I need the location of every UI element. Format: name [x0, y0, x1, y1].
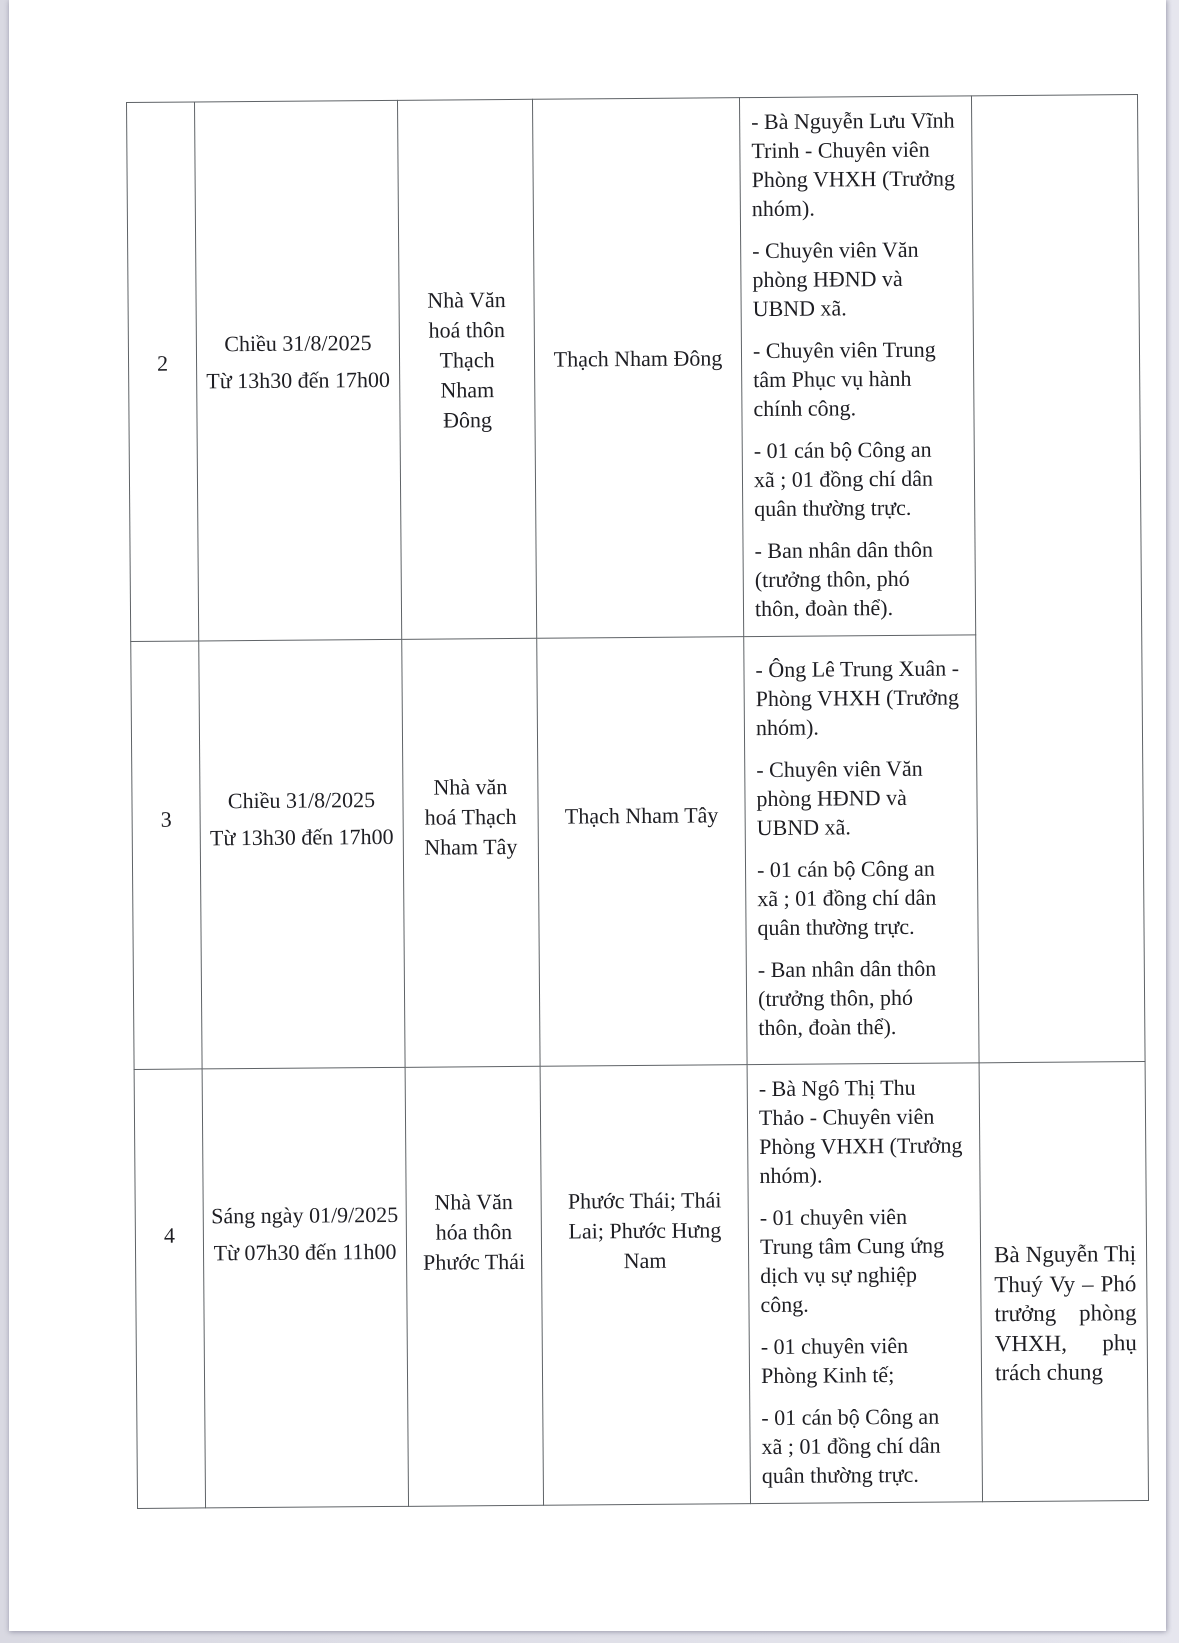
stt-value: 3	[160, 806, 172, 832]
personnel-item: - Bà Nguyễn Lưu Vĩnh Trinh - Chuyên viên Phòng VHXH (Trưởng nhóm).	[751, 107, 955, 222]
schedule-table-wrapper	[126, 94, 1149, 1509]
time-cell	[202, 1067, 408, 1508]
personnel-item: - 01 cán bộ Công an xã ; 01 đồng chí dân quân thường trực.	[753, 436, 934, 522]
personnel-item: - 01 cán bộ Công an xã ; 01 đồng chí dân quân thường trực.	[756, 855, 937, 941]
personnel-item: - Ban nhân dân thôn (trưởng thôn, phó thôn, đoàn thể).	[757, 955, 937, 1041]
personnel-item: - Ban nhân dân thôn (trưởng thôn, phó thôn, đoàn thể).	[754, 536, 934, 622]
stt-value: 2	[156, 350, 169, 376]
personnel-cell	[747, 1063, 982, 1504]
location-cell: Nhà Văn hoá thôn Thạch Nham Đông	[397, 99, 536, 639]
table-row	[127, 95, 1142, 642]
supervisor-cell: Bà Nguyễn Thị Thuý Vy – Phó trưởng phòng VHXH, phụ trách chung	[979, 1062, 1148, 1502]
stt-cell	[131, 641, 202, 1070]
stt-cell	[127, 102, 199, 642]
stt-cell	[134, 1069, 205, 1509]
personnel-cell	[739, 96, 975, 637]
supervisor-cell-merged	[971, 95, 1145, 1063]
area-cell: Thạch Nham Tây	[537, 637, 747, 1067]
personnel-cell	[744, 635, 979, 1065]
table-row	[134, 1062, 1148, 1509]
schedule-table	[126, 94, 1149, 1509]
time-cell	[199, 639, 405, 1069]
time-range: Từ 07h30 đến 11h00	[213, 1238, 397, 1266]
area-cell: Thạch Nham Đông	[532, 98, 743, 639]
location-cell: Nhà văn hoá Thạch Nham Tây	[402, 638, 540, 1067]
personnel-item: - 01 cán bộ Công an xã ; 01 đồng chí dân quân thường trực.	[761, 1403, 941, 1489]
personnel-item: - Chuyên viên Văn phòng HĐND và UBND xã.	[756, 755, 923, 841]
area-cell: Phước Thái; Thái Lai; Phước Hưng Nam	[540, 1065, 750, 1506]
personnel-item: - Chuyên viên Trung tâm Phục vụ hành chính công.	[752, 336, 936, 422]
personnel-item: - Ông Lê Trung Xuân - Phòng VHXH (Trưởng nhóm).	[755, 655, 960, 741]
location-cell: Nhà Văn hóa thôn Phước Thái	[405, 1066, 543, 1506]
personnel-item: - Bà Ngô Thị Thu Thảo - Chuyên viên Phòng VHXH (Trưởng nhóm).	[758, 1074, 963, 1189]
time-range: Từ 13h30 đến 17h00	[209, 823, 394, 850]
document-page	[9, 0, 1166, 1631]
time-date: Sáng ngày 01/9/2025	[211, 1201, 399, 1229]
time-cell	[195, 100, 402, 641]
time-date: Chiều 31/8/2025	[227, 786, 376, 813]
time-date: Chiều 31/8/2025	[224, 330, 372, 357]
personnel-item: - Chuyên viên Văn phòng HĐND và UBND xã.	[752, 236, 919, 322]
personnel-item: - 01 chuyên viên Trung tâm Cung ứng dịch vụ sự nghiệp công.	[759, 1203, 945, 1318]
personnel-item: - 01 chuyên viên Phòng Kinh tế;	[760, 1332, 909, 1389]
stt-value: 4	[163, 1222, 175, 1248]
time-range: Từ 13h30 đến 17h00	[206, 366, 391, 394]
